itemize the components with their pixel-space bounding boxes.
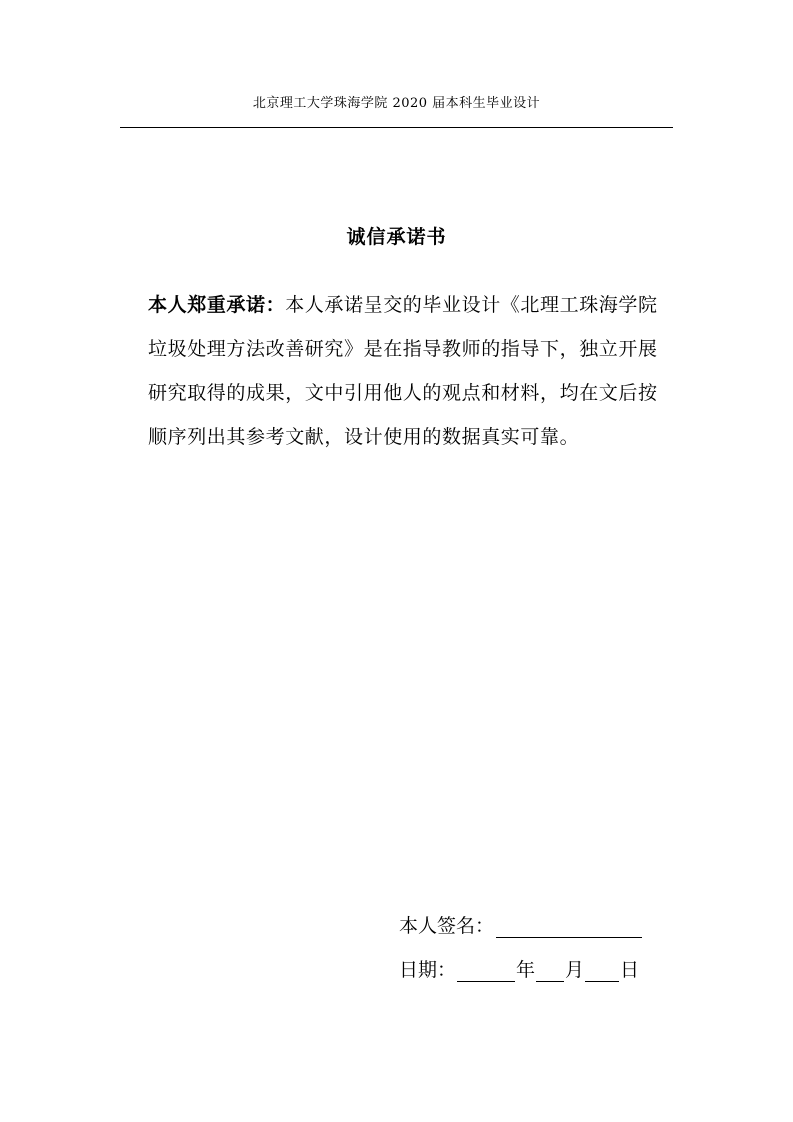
date-label: 日期： bbox=[399, 959, 457, 981]
pledge-body: 本人承诺呈交的毕业设计《北理工珠海学院垃圾处理方法改善研究》是在指导教师的指导下，独立开展研究取得的成果，文中引用他人的观点和材料，均在文后按顺序列出其参考文献，设计使用的数据真实可靠。 bbox=[148, 294, 658, 448]
day-unit: 日 bbox=[620, 959, 640, 981]
day-field[interactable] bbox=[585, 959, 619, 982]
signature-row bbox=[399, 911, 643, 938]
month-unit: 月 bbox=[565, 959, 585, 981]
page-title: 诚信承诺书 bbox=[346, 226, 447, 248]
month-field[interactable] bbox=[536, 959, 564, 982]
pledge-paragraph bbox=[148, 283, 663, 459]
page-header: 北京理工大学珠海学院 2020 届本科生毕业设计 bbox=[252, 96, 541, 111]
header-rule bbox=[120, 127, 673, 128]
signature-label: 本人签名： bbox=[399, 915, 495, 937]
date-row bbox=[399, 955, 639, 982]
year-unit: 年 bbox=[516, 959, 536, 981]
year-field[interactable] bbox=[457, 959, 515, 982]
pledge-lead: 本人郑重承诺： bbox=[148, 294, 286, 316]
signature-field[interactable] bbox=[496, 915, 642, 938]
